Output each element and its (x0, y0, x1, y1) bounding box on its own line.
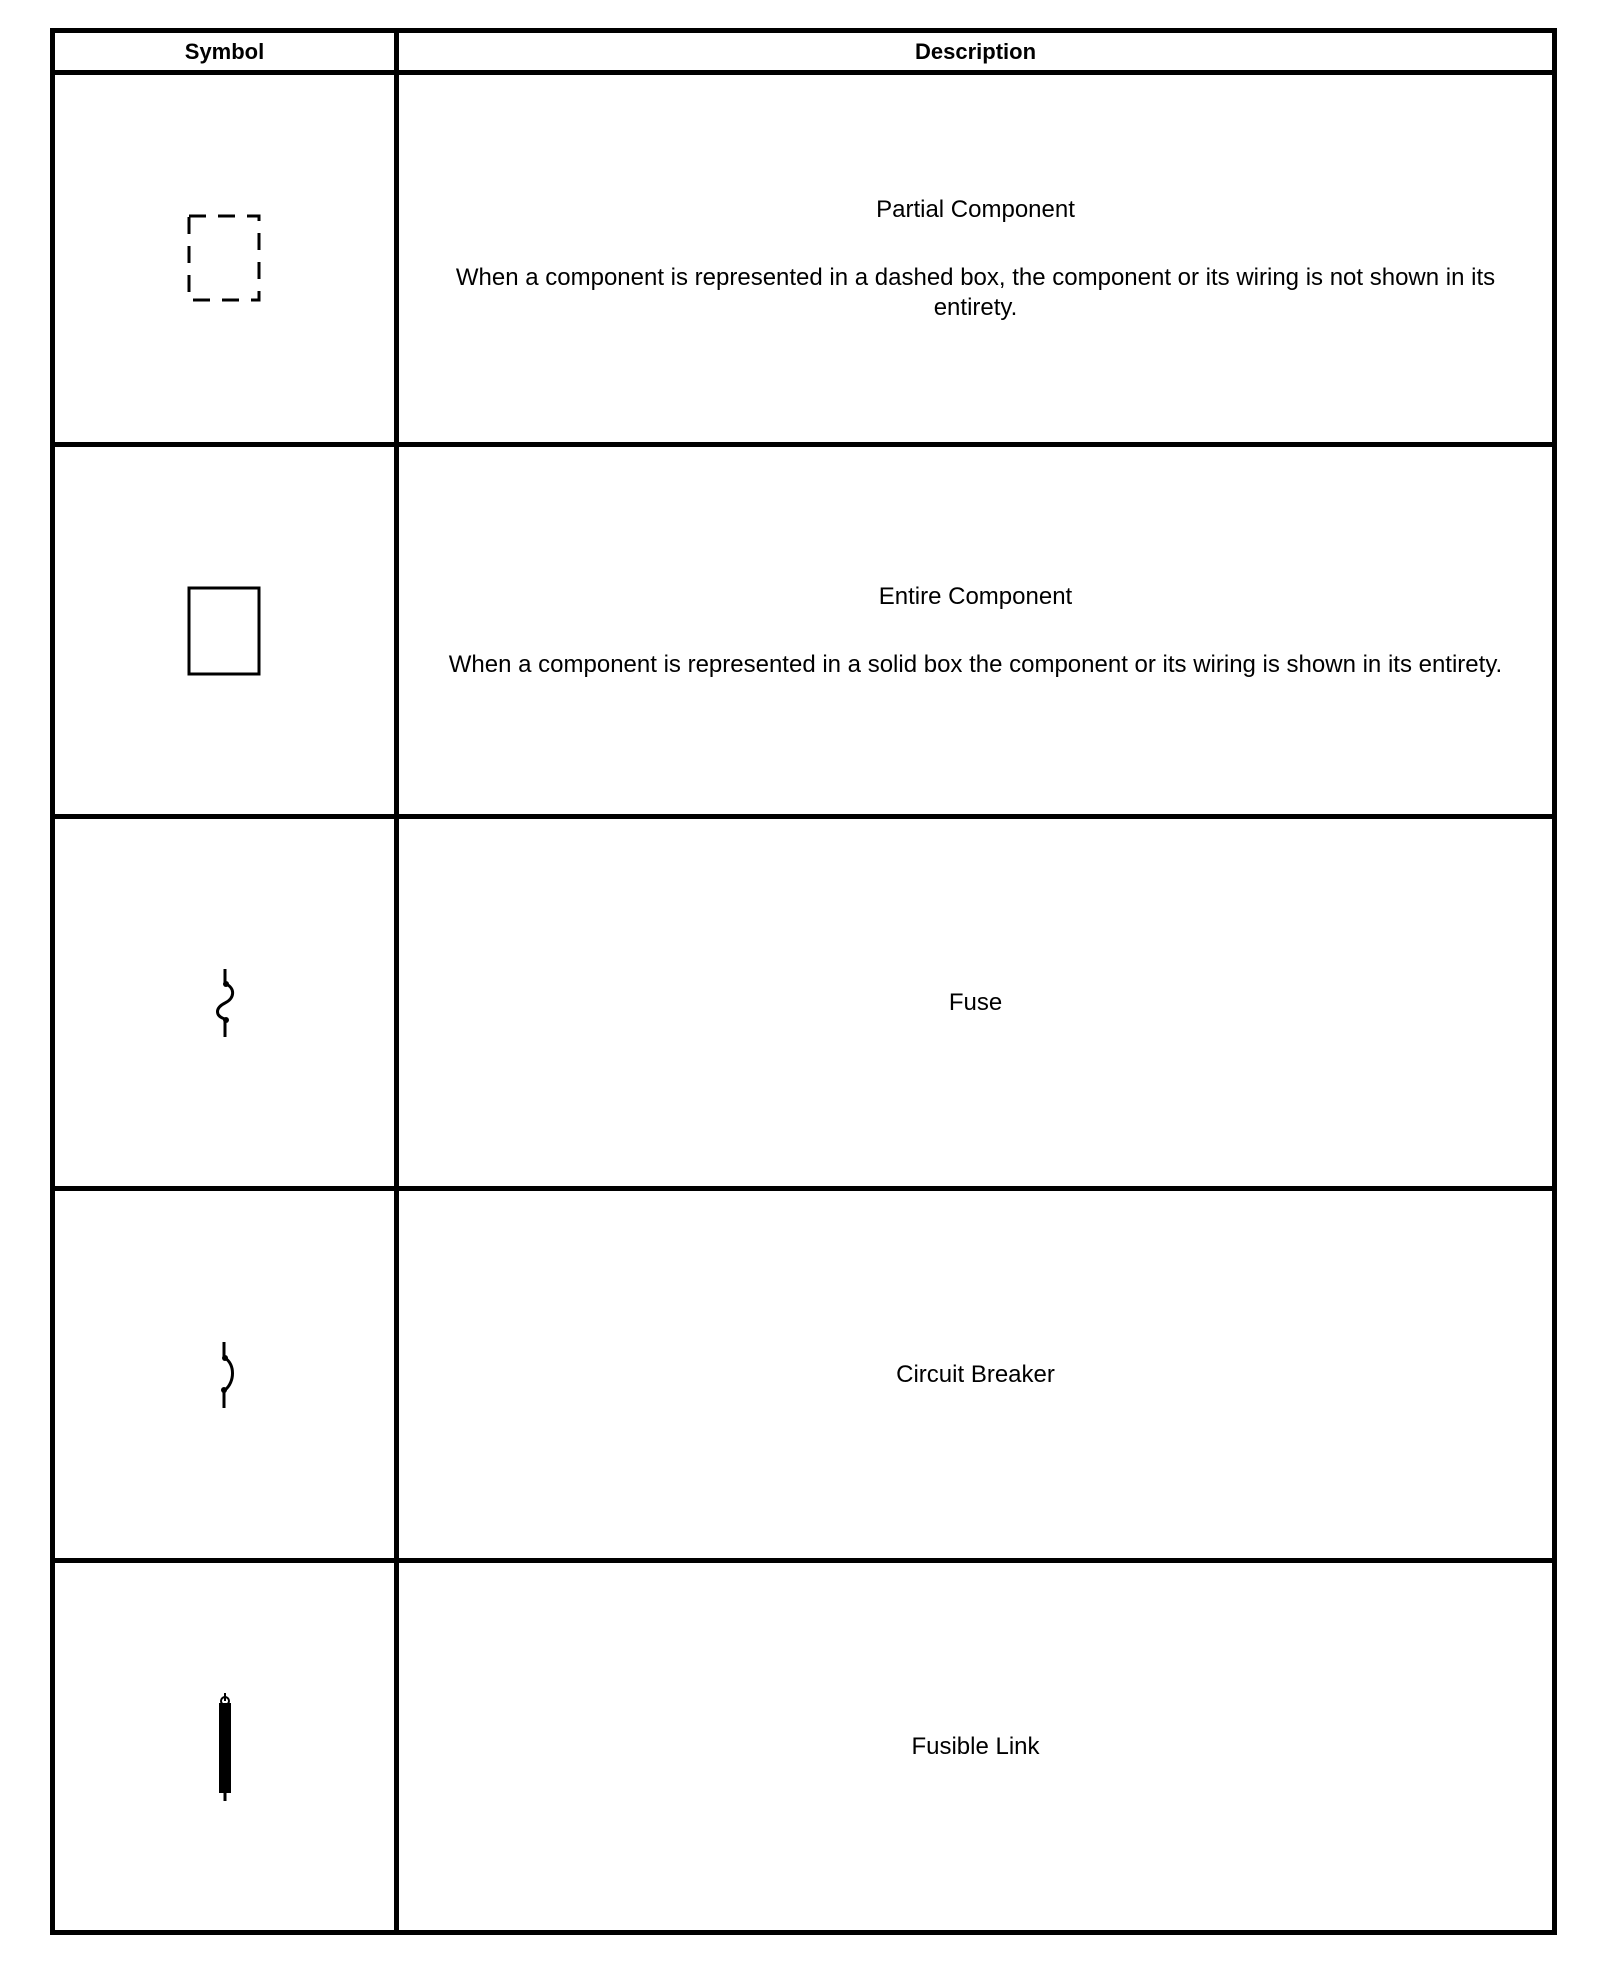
table-row (53, 73, 1555, 445)
table-header-row (53, 31, 1555, 73)
table-row (53, 445, 1555, 817)
table-row (53, 1189, 1555, 1561)
description-column-header: Description (397, 31, 1555, 73)
entry-title: Entire Component (878, 582, 1073, 610)
description-cell (397, 1189, 1555, 1561)
entry-title: Fuse (948, 988, 1003, 1016)
description-cell (397, 817, 1555, 1189)
entry-description: When a component is represented in a solid box the component or its wiring is shown in its entirety. (448, 650, 1503, 678)
symbol-cell (53, 1189, 397, 1561)
fuse-icon (205, 967, 245, 1039)
symbol-cell (53, 445, 397, 817)
description-cell (397, 445, 1555, 817)
table-row (53, 1561, 1555, 1933)
fusible-link-icon (210, 1691, 240, 1803)
table-row (53, 817, 1555, 1189)
symbol-cell (53, 1561, 397, 1933)
description-cell (397, 73, 1555, 445)
dashed-box-icon (185, 212, 265, 306)
description-cell (397, 1561, 1555, 1933)
entry-description: When a component is represented in a dashed box, the component or its wiring is not shown in its entirety. (455, 263, 1496, 321)
entry-title: Partial Component (876, 195, 1075, 223)
entry-title: Fusible Link (911, 1732, 1040, 1760)
symbol-column-header: Symbol (53, 31, 397, 73)
symbol-cell (53, 817, 397, 1189)
symbol-cell (53, 73, 397, 445)
entry-title: Circuit Breaker (896, 1360, 1055, 1388)
solid-box-icon (185, 584, 265, 678)
symbol-legend-table (50, 28, 1557, 1935)
circuit-breaker-icon (205, 1340, 245, 1410)
